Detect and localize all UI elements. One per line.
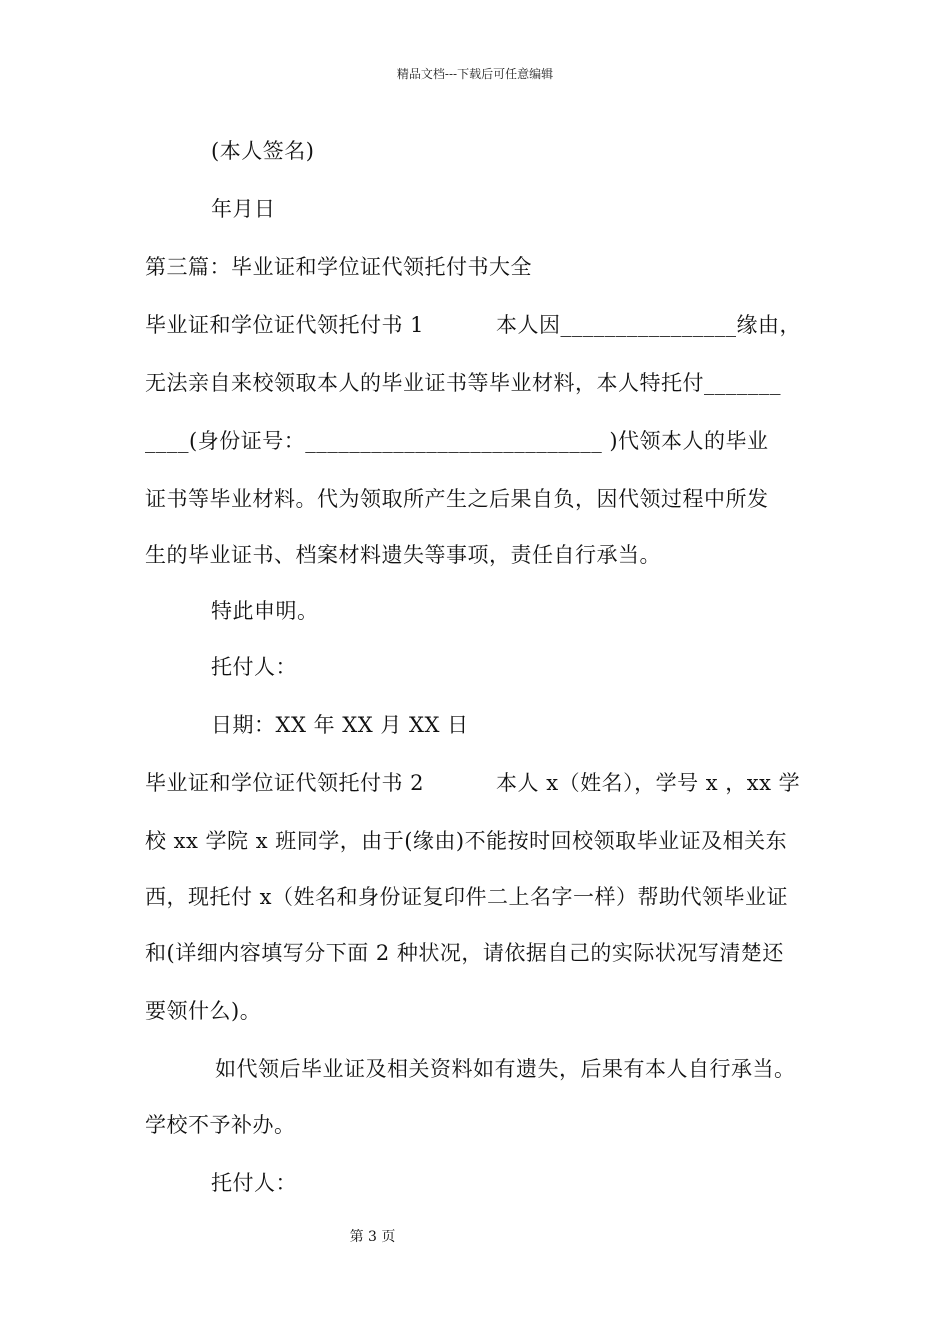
- declaration-line: 特此申明。: [211, 599, 319, 623]
- paragraph-line: 如代领后毕业证及相关资料如有遗失，后果有本人自行承当。: [215, 1057, 796, 1081]
- paragraph-line: [145, 310, 825, 340]
- date-line: 年月日: [211, 197, 276, 221]
- paragraph-line: 校 xx 学院 x 班同学，由于(缘由)不能按时回校领取毕业证及相关东: [145, 829, 788, 853]
- letter-body-start: 本人因________________缘由，: [496, 313, 802, 337]
- page-number: 第 3 页: [349, 1229, 396, 1245]
- paragraph-line: 西，现托付 x（姓名和身份证复印件二上名字一样）帮助代领毕业证: [145, 885, 789, 909]
- letter-title-1: 毕业证和学位证代领托付书 1: [145, 313, 425, 337]
- paragraph-line: 证书等毕业材料。代为领取所产生之后果自负，因代领过程中所发: [145, 487, 769, 511]
- principal-line: 托付人：: [211, 1171, 297, 1195]
- paragraph-line: 生的毕业证书、档案材料遗失等事项，责任自行承当。: [145, 543, 661, 567]
- date-line: 日期：XX 年 XX 月 XX 日: [211, 713, 469, 737]
- paragraph-line: 学校不予补办。: [145, 1113, 296, 1137]
- letter-body-start: 本人 x（姓名），学号 x ，xx 学: [496, 771, 801, 795]
- paragraph-line: 要领什么)。: [145, 999, 262, 1023]
- page-header: 精品文档---下载后可任意编辑: [396, 67, 554, 81]
- paragraph-line: 和(详细内容填写分下面 2 种状况，请依据自己的实际状况写清楚还: [145, 941, 784, 965]
- paragraph-line: 无法亲自来校领取本人的毕业证书等毕业材料，本人特托付_______: [145, 371, 781, 395]
- section-title: 第三篇：毕业证和学位证代领托付书大全: [145, 255, 532, 279]
- principal-line: 托付人：: [211, 655, 297, 679]
- letter-title-2: 毕业证和学位证代领托付书 2: [145, 771, 425, 795]
- signature-line: (本人签名): [211, 139, 315, 163]
- paragraph-line: [145, 768, 825, 798]
- paragraph-line: ____(身份证号：___________________________ )代领本人的毕业: [145, 429, 769, 453]
